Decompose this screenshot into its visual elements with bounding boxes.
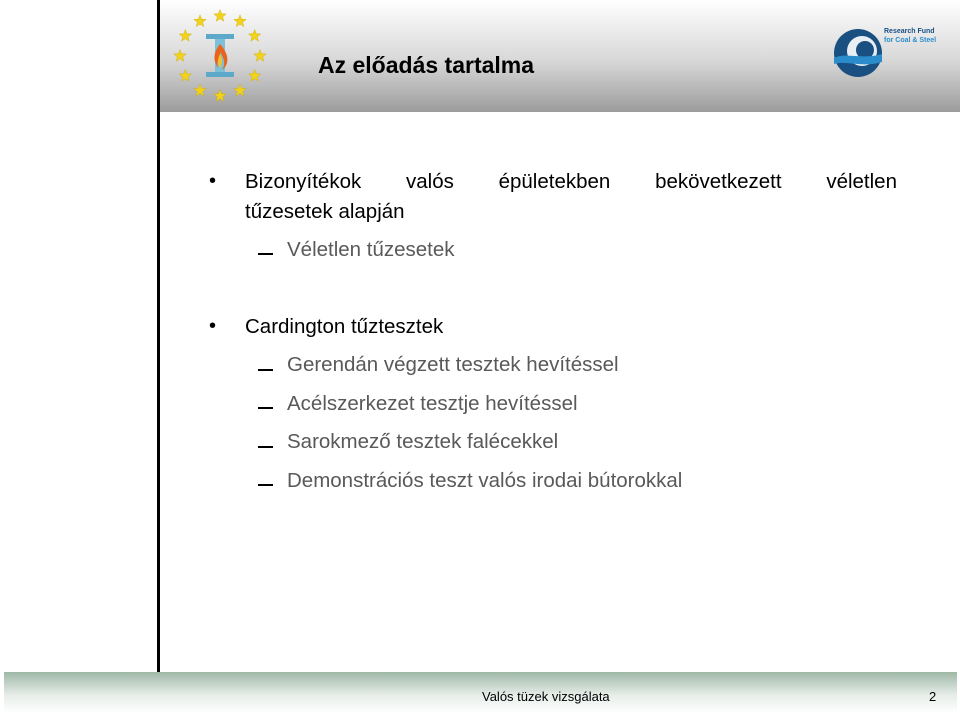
sub-bullet-dash <box>258 253 273 255</box>
star-icon <box>214 90 226 102</box>
bullet-dot: • <box>209 170 217 192</box>
sub-bullet-dash <box>258 446 273 448</box>
sub-bullet-dash <box>258 369 273 371</box>
star-icon <box>179 70 191 82</box>
sub-bullet-2-4: Demonstrációs teszt valós irodai bútorokkal <box>287 469 683 492</box>
research-fund-logo-text <box>884 27 936 45</box>
bullet-1-word: bekövetkezett <box>655 170 782 193</box>
slide-title: Az előadás tartalma <box>318 52 535 78</box>
page-number: 2 <box>929 689 937 704</box>
bullet-1-line-2: tűzesetek alapján <box>245 200 405 223</box>
star-icon <box>248 30 260 42</box>
sub-bullet-2-2: Acélszerkezet tesztje hevítéssel <box>287 392 578 415</box>
bullet-1-word: valós <box>405 170 454 193</box>
eu-fire-logo-icon <box>172 8 268 104</box>
star-icon <box>214 10 226 22</box>
sub-bullet-2-3: Sarokmező tesztek falécekkel <box>287 430 559 453</box>
star-icon <box>179 30 191 42</box>
sub-bullet-1-1: Véletlen tűzesetek <box>287 238 455 261</box>
star-icon <box>234 15 246 27</box>
star-icon <box>194 15 206 27</box>
bullet-dot: • <box>209 315 217 337</box>
sub-bullet-dash <box>258 407 273 409</box>
bullet-2-text: Cardington tűztesztek <box>245 315 444 338</box>
star-icon <box>174 50 186 62</box>
sub-bullet-dash <box>258 484 273 486</box>
logo-text-line-2: for Coal & Steel <box>884 37 937 44</box>
footer-title: Valós tüzek vizsgálata <box>482 689 610 704</box>
star-icon <box>234 84 246 96</box>
slide-footer <box>4 672 957 714</box>
bullet-1-word: épületekben <box>498 170 611 193</box>
logo-text-line-1: Research Fund <box>884 28 935 35</box>
sub-bullet-2-1: Gerendán végzett tesztek hevítéssel <box>287 353 619 376</box>
bullet-1-word: véletlen <box>826 170 897 193</box>
star-icon <box>248 70 260 82</box>
star-icon <box>194 84 206 96</box>
bullet-1-line-1 <box>245 170 897 194</box>
bullet-1-word: Bizonyítékok <box>245 170 362 193</box>
star-icon <box>254 50 266 62</box>
